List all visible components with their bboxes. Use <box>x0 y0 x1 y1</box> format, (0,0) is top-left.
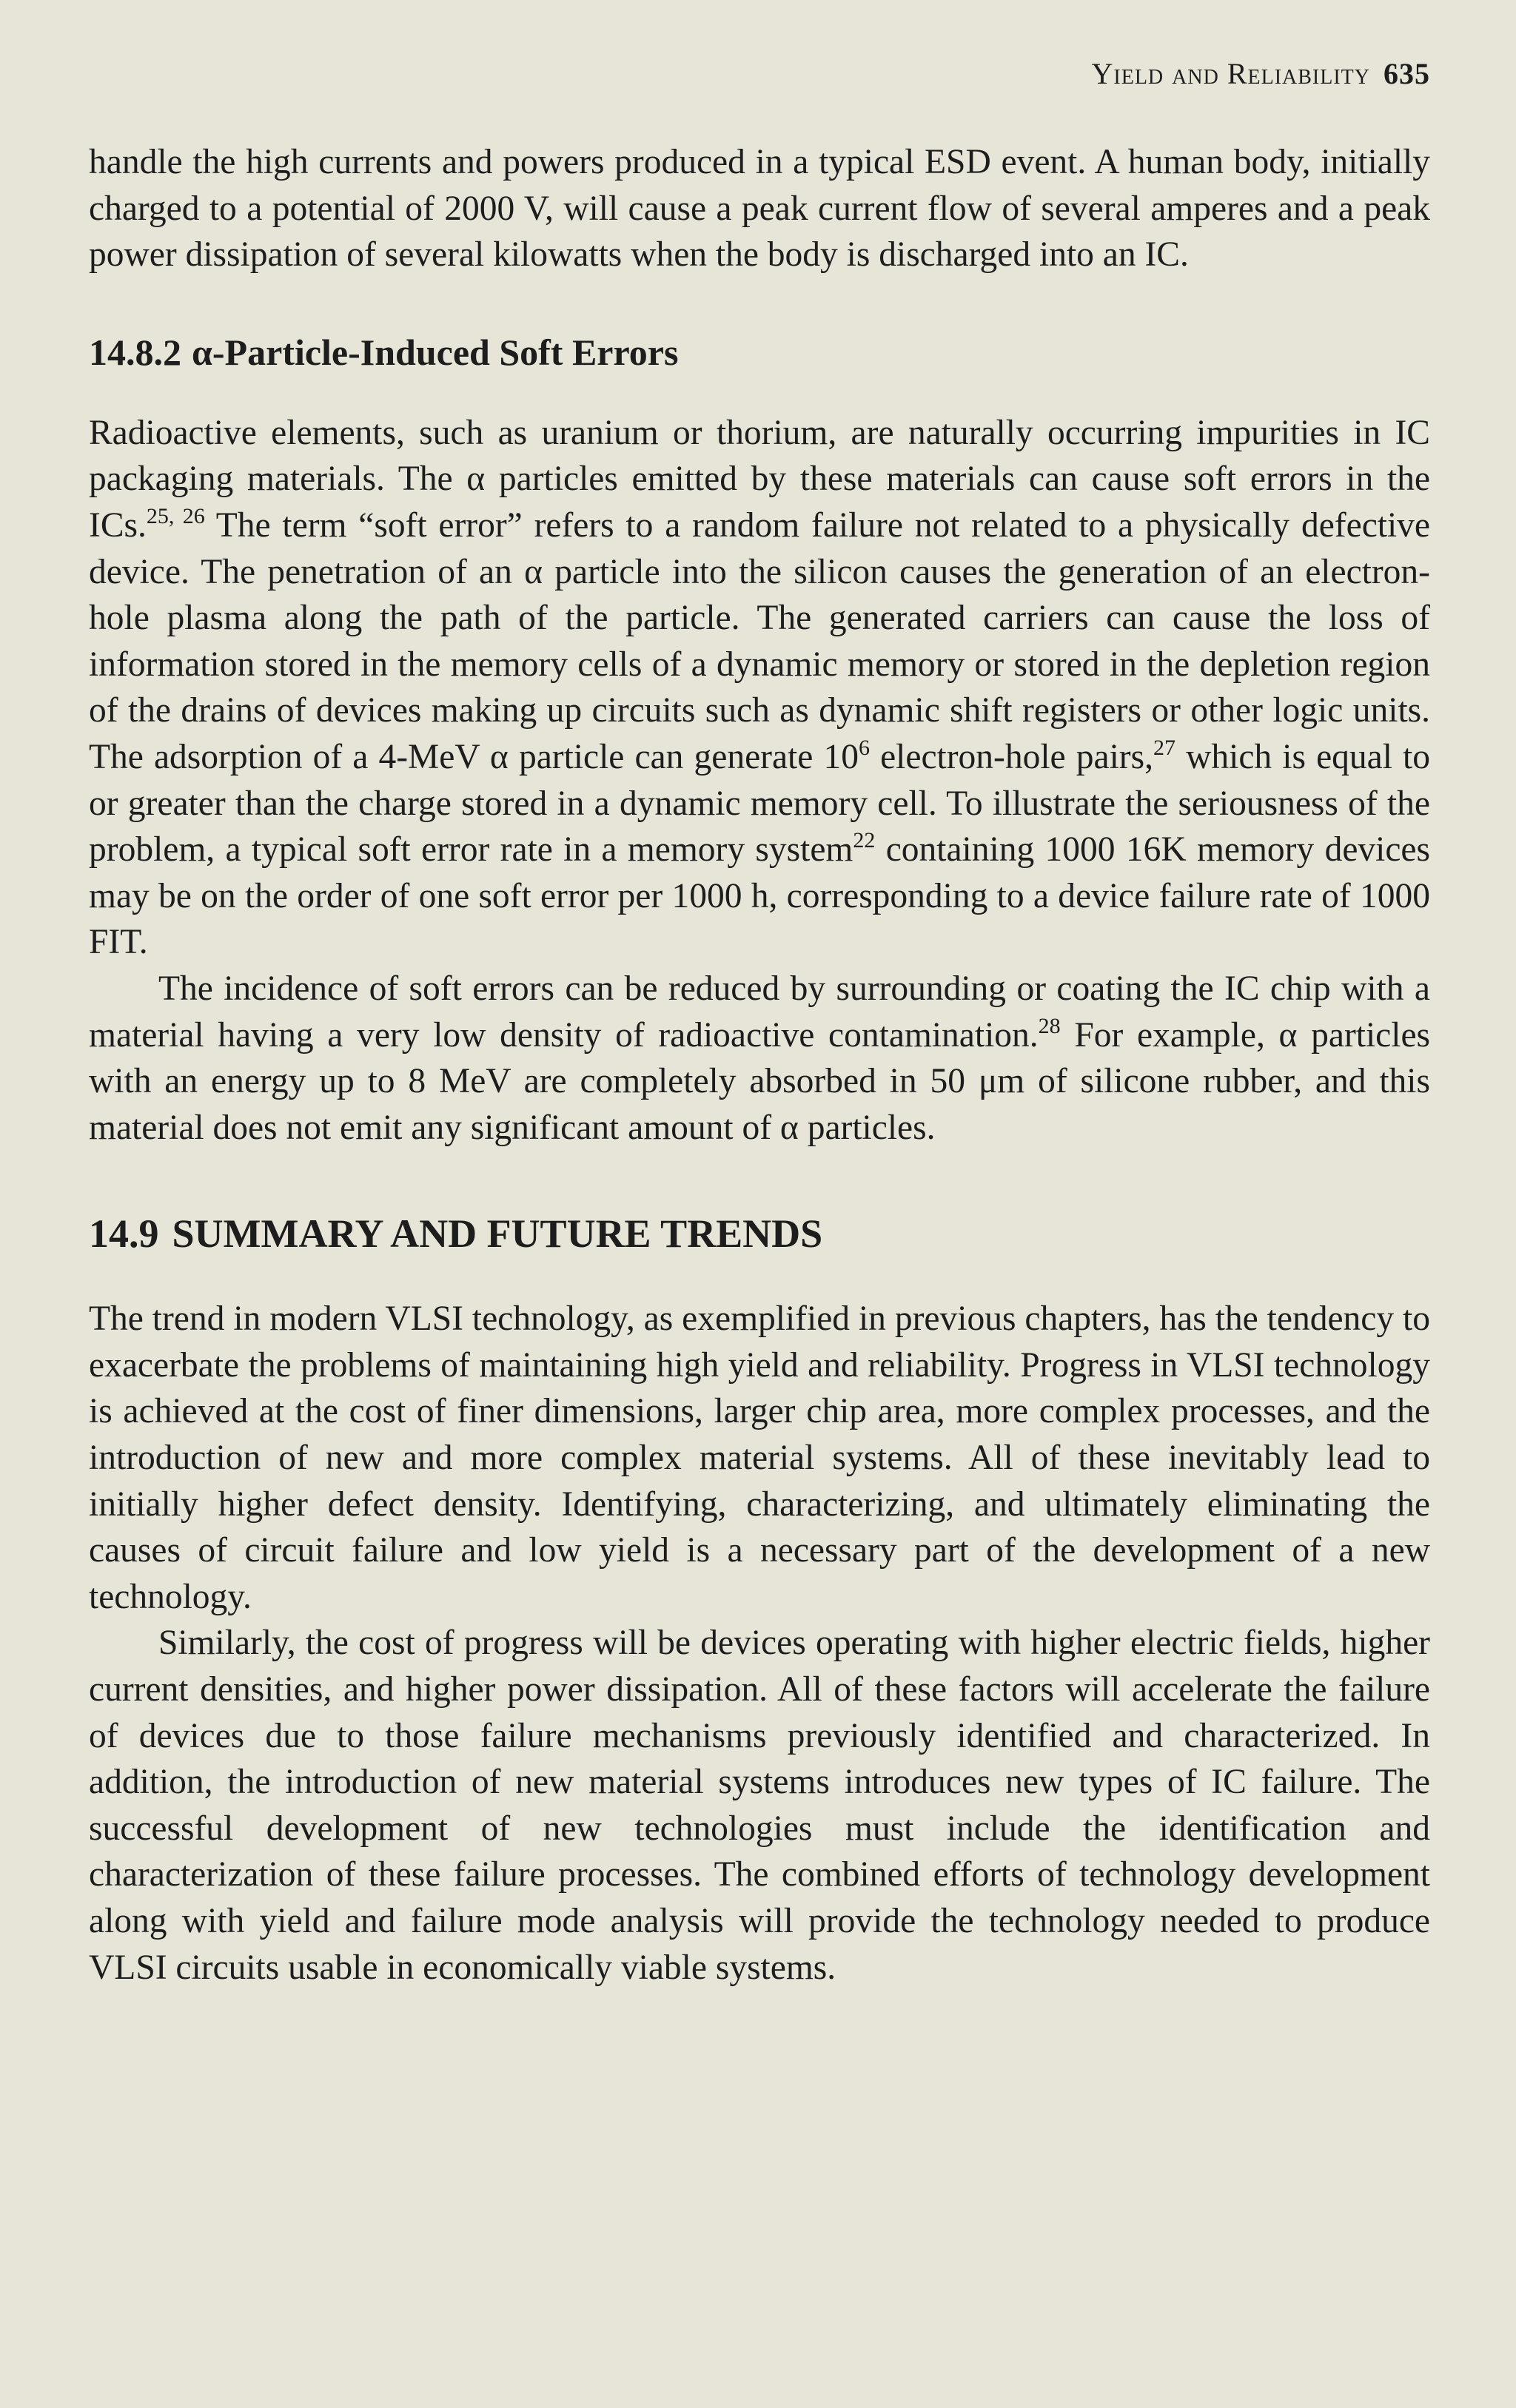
citation-28: 28 <box>1038 1013 1061 1038</box>
continued-paragraph: handle the high currents and powers produced in a typical ESD event. A human body, initially charged to a potential of 2000 V, will cause a peak current flow of several amperes and a peak power dissipation of several kilowatts when the body is discharged into an IC. <box>89 143 1430 275</box>
subsection-title: α-Particle-Induced Soft Errors <box>192 331 679 373</box>
book-page <box>89 44 1430 1991</box>
running-title: Yield and Reliability <box>1091 57 1370 90</box>
text-run: electron-hole pairs, <box>869 737 1153 776</box>
text-run: For example, α particles with an energy up to 8 MeV are completely absorbed in 50 μm of silicone rubber, and this material does not emit any significant amount of α particles. <box>89 1015 1431 1147</box>
citation-27: 27 <box>1153 735 1175 760</box>
text-run: which is equal to or greater than the charge stored in a dynamic memory cell. To illustrate the seriousness of the problem, a typical soft error rate in a memory system <box>89 737 1431 870</box>
summary-paragraph-1: The trend in modern VLSI technology, as exemplified in previous chapters, has the tendency to exacerbate the problems of maintaining high yield and reliability. Progress in VLSI technology is achieved at the cost of finer dimensions, larger chip area, more complex processes, and the introduction of new and more complex material systems. All of these inevitably lead to initially higher defect density. Identifying, characterizing, and ultimately eliminating the causes of circuit failure and low yield is a necessary part of the development of a new technology. <box>89 1299 1430 1616</box>
section-number: 14.9 <box>89 1211 159 1257</box>
text-run: Radioactive elements, such as uranium or thorium, are naturally occurring impurities in IC packaging materials. The α particles emitted by these materials can cause soft errors in the ICs. <box>89 413 1430 545</box>
summary-paragraph-2: Similarly, the cost of progress will be devices operating with higher electric fields, higher current densities, and higher power dissipation. All of these factors will accelerate the failure of devices due to those failure mechanisms previously identified and characterized. In addition, the introduction of new material systems introduces new types of IC failure. The successful development of new technologies must include the identification and characterization of these failure processes. The combined efforts of technology development along with yield and failure mode analysis will provide the technology needed to produce VLSI circuits usable in economically viable systems. <box>89 1624 1430 1987</box>
exponent: 6 <box>858 735 870 760</box>
running-header <box>89 44 1430 104</box>
soft-errors-paragraph-2 <box>89 966 1430 1151</box>
text-run: The incidence of soft errors can be reduced by surrounding or coating the IC chip with a material having a very low density of radioactive contamination. <box>89 969 1430 1055</box>
soft-errors-paragraph-1 <box>89 410 1430 966</box>
text-run: containing 1000 16K memory devices may be on the order of one soft error per 1000 h, corresponding to a device failure rate of 1000 FIT. <box>89 830 1431 962</box>
text-run: The term “soft error” refers to a random failure not related to a physically defective device. The penetration of an α particle into the silicon causes the generation of an electron-hole plasma along the path of the particle. The generated carriers can cause the loss of information stored in the memory cells of a dynamic memory or stored in the depletion region of the drains of devices making up circuits such as dynamic shift registers or other logic units. The adsorption of a 4-MeV α particle can generate 10 <box>89 505 1431 776</box>
subsection-number: 14.8.2 <box>89 331 181 373</box>
section-title: SUMMARY AND FUTURE TRENDS <box>172 1211 823 1257</box>
subsection-heading <box>89 330 1430 374</box>
page-number: 635 <box>1383 57 1430 90</box>
citation-22: 22 <box>853 828 876 853</box>
section-heading <box>89 1210 1430 1257</box>
citation-25-26: 25, 26 <box>146 503 205 528</box>
